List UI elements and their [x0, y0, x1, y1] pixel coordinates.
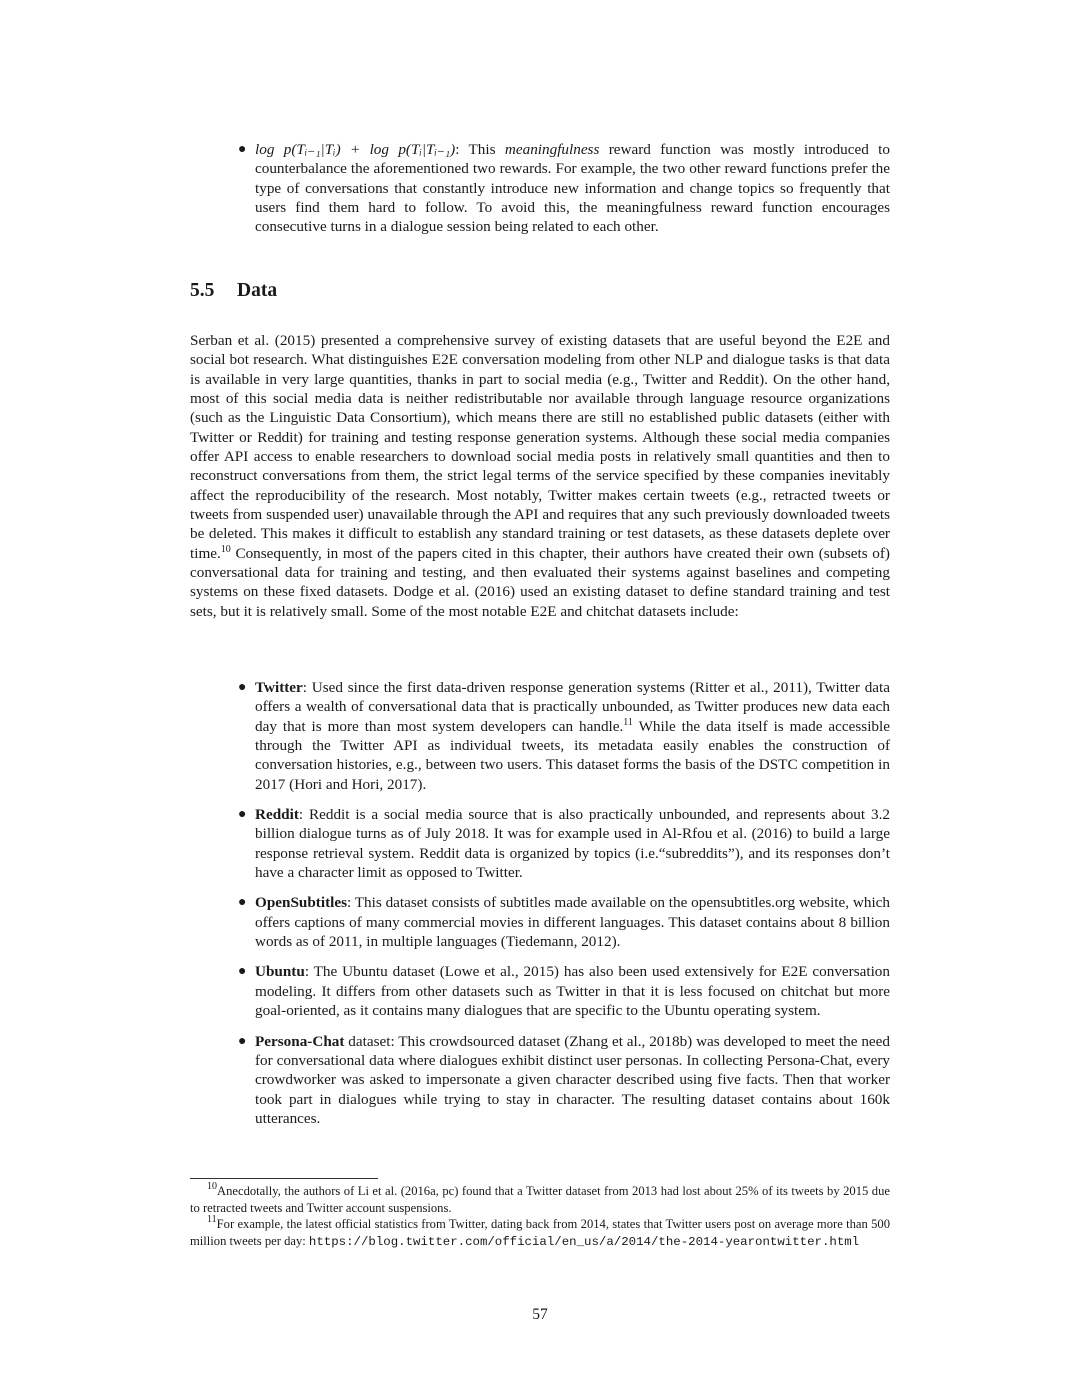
dataset-list [190, 678, 890, 1128]
formula-colon: : This [455, 141, 505, 158]
dataset-description: : The Ubuntu dataset (Lowe et al., 2015) has also been used extensively for E2E conversation modeling. It differs from other datasets such as Twitter in that it is less focused on chitchat but more goal-oriented, as it contains many dialogues that are specific to the Ubuntu operating system. [255, 963, 890, 1020]
footnote-number: 11 [207, 1214, 217, 1226]
intro-paragraph [190, 331, 890, 621]
dataset-list-container [190, 678, 890, 1128]
meaningfulness-description: reward function was mostly introduced to counterbalance the aforementioned two rewards. For example, the two other reward functions prefer the type of conversations that constantly introduce new information and change topics so frequently that users find them hard to follow. To avoid this, the meaningfulness reward function encourages consecutive turns in a dialogue session being related to each other. [255, 141, 890, 236]
reward-function-list [190, 140, 890, 237]
footnote-divider [190, 1178, 378, 1179]
dataset-suffix: dataset [344, 1032, 391, 1050]
footnote-number: 10 [207, 1181, 217, 1192]
bullet-icon: ● [238, 807, 247, 823]
bullet-icon: ● [238, 964, 247, 980]
page-number: 57 [532, 1306, 548, 1323]
footnote-ref-11[interactable]: 11 [623, 716, 633, 728]
dataset-item-ubuntu [190, 962, 890, 1020]
reward-formula: log p(Tᵢ₋₁|Tᵢ) + log p(Tᵢ|Tᵢ₋₁) [255, 141, 456, 158]
dataset-description: : This crowdsourced dataset (Zhang et al., 2018b) was developed to meet the need for conversational data where dialogues exhibit distinct user personas. In collecting Persona-Chat, every crowdworker was asked to impersonate a given character described using five facts. Then that worker took part in dialogues while trying to stay in character. The resulting dataset contains about 160k utterances. [255, 1032, 890, 1127]
footnote-ref-10[interactable]: 10 [220, 543, 231, 555]
footnote-11 [190, 1216, 890, 1250]
section-heading [190, 280, 277, 302]
bullet-icon: ● [238, 142, 247, 157]
dataset-description: : Used since the first data-driven response generation systems (Ritter et al., 2011), Twitter data offers a wealth of conversational data that is practically unbounded, as Twitter produces new data each day that is more than most system developers can handle. [255, 679, 890, 735]
dataset-item-twitter [190, 678, 890, 794]
intro-text-part-1: Serban et al. (2015) presented a comprehensive survey of existing datasets that are useful beyond the E2E and social bot research. What distinguishes E2E conversation modeling from other NLP and dialogue tasks is that data is available in very large quantities, thanks in part to social media (e.g., Twitter and Reddit). On the other hand, most of this social media data is neither redistributable nor available through language resource organizations (such as the Linguistic Data Consortium), which means there are still no established public datasets (either with Twitter or Reddit) for training and testing response generation systems. Although these social media companies offer API access to enable researchers to download social media posts in relatively small quantities and then to reconstruct conversations from them, the strict legal terms of the service specified by these companies inevitably affect the reproducibility of the research. Most notably, Twitter makes certain tweets (e.g., retracted tweets or tweets from suspended user) unavailable through the API and requires that any such previously downloaded tweets be deleted. This makes it difficult to establish any standard training or test datasets, as these datasets deplete over time. [190, 332, 890, 562]
section-number: 5.5 [190, 280, 215, 301]
dataset-name: Persona-Chat [255, 1032, 345, 1050]
dataset-item-opensubtitles [190, 893, 890, 951]
bullet-icon: ● [238, 895, 247, 911]
footnote-10 [190, 1183, 890, 1216]
section-title: Data [237, 280, 278, 301]
bullet-icon: ● [238, 680, 247, 695]
dataset-description: : This dataset consists of subtitles made available on the opensubtitles.org website, which offers captions of many commercial movies in different languages. This dataset contains about 8 billion words as of 2011, in multiple languages (Tiedemann, 2012). [255, 894, 890, 951]
footnote-text: For example, the latest official statistics from Twitter, dating back from 2014, states that Twitter users post on average more than 500 million tweets per day: [190, 1217, 890, 1248]
footnote-url-link[interactable]: https://blog.twitter.com/official/en_us/a/2014/the-2014-yearontwitter.html [308, 1234, 860, 1249]
intro-text-part-2: Consequently, in most of the papers cited in this chapter, their authors have created their own (subsets of) conversational data for training and testing, and then evaluated their systems against baselines and competing systems on these fixed datasets. Dodge et al. (2016) used an existing dataset to define standard training and test sets, but it is relatively small. Some of the most notable E2E and chitchat datasets include: [190, 544, 890, 620]
dataset-description: : Reddit is a social media source that is also practically unbounded, and represents about 3.2 billion dialogue turns as of July 2018. It was for example used in Al-Rfou et al. (2016) to build a large response retrieval system. Reddit data is organized by topics (i.e.“subreddits”), and its responses don’t have a character limit as opposed to Twitter. [255, 806, 890, 882]
bullet-icon: ● [238, 1033, 247, 1049]
data-section-body [190, 331, 890, 621]
meaningfulness-emphasis: meaningfulness [504, 141, 600, 158]
dataset-name: Reddit [255, 806, 299, 824]
dataset-item-persona-chat [190, 1032, 890, 1129]
meaningfulness-reward-item [190, 140, 890, 237]
dataset-item-reddit [190, 805, 890, 882]
dataset-name: Ubuntu [255, 963, 305, 981]
dataset-name: OpenSubtitles [255, 894, 347, 912]
dataset-description-cont: While the data itself is made accessible through the Twitter API as individual tweets, its metadata easily enables the construction of conversation histories, e.g., between two users. This dataset forms the basis of the DSTC competition in 2017 (Hori and Hori, 2017). [255, 717, 890, 793]
footnote-text: Anecdotally, the authors of Li et al. (2016a, pc) found that a Twitter dataset from 2013 had lost about 25% of its tweets by 2015 due to retracted tweets and Twitter account suspensions. [190, 1184, 890, 1215]
footnotes [190, 1183, 890, 1250]
dataset-name: Twitter [255, 679, 303, 696]
